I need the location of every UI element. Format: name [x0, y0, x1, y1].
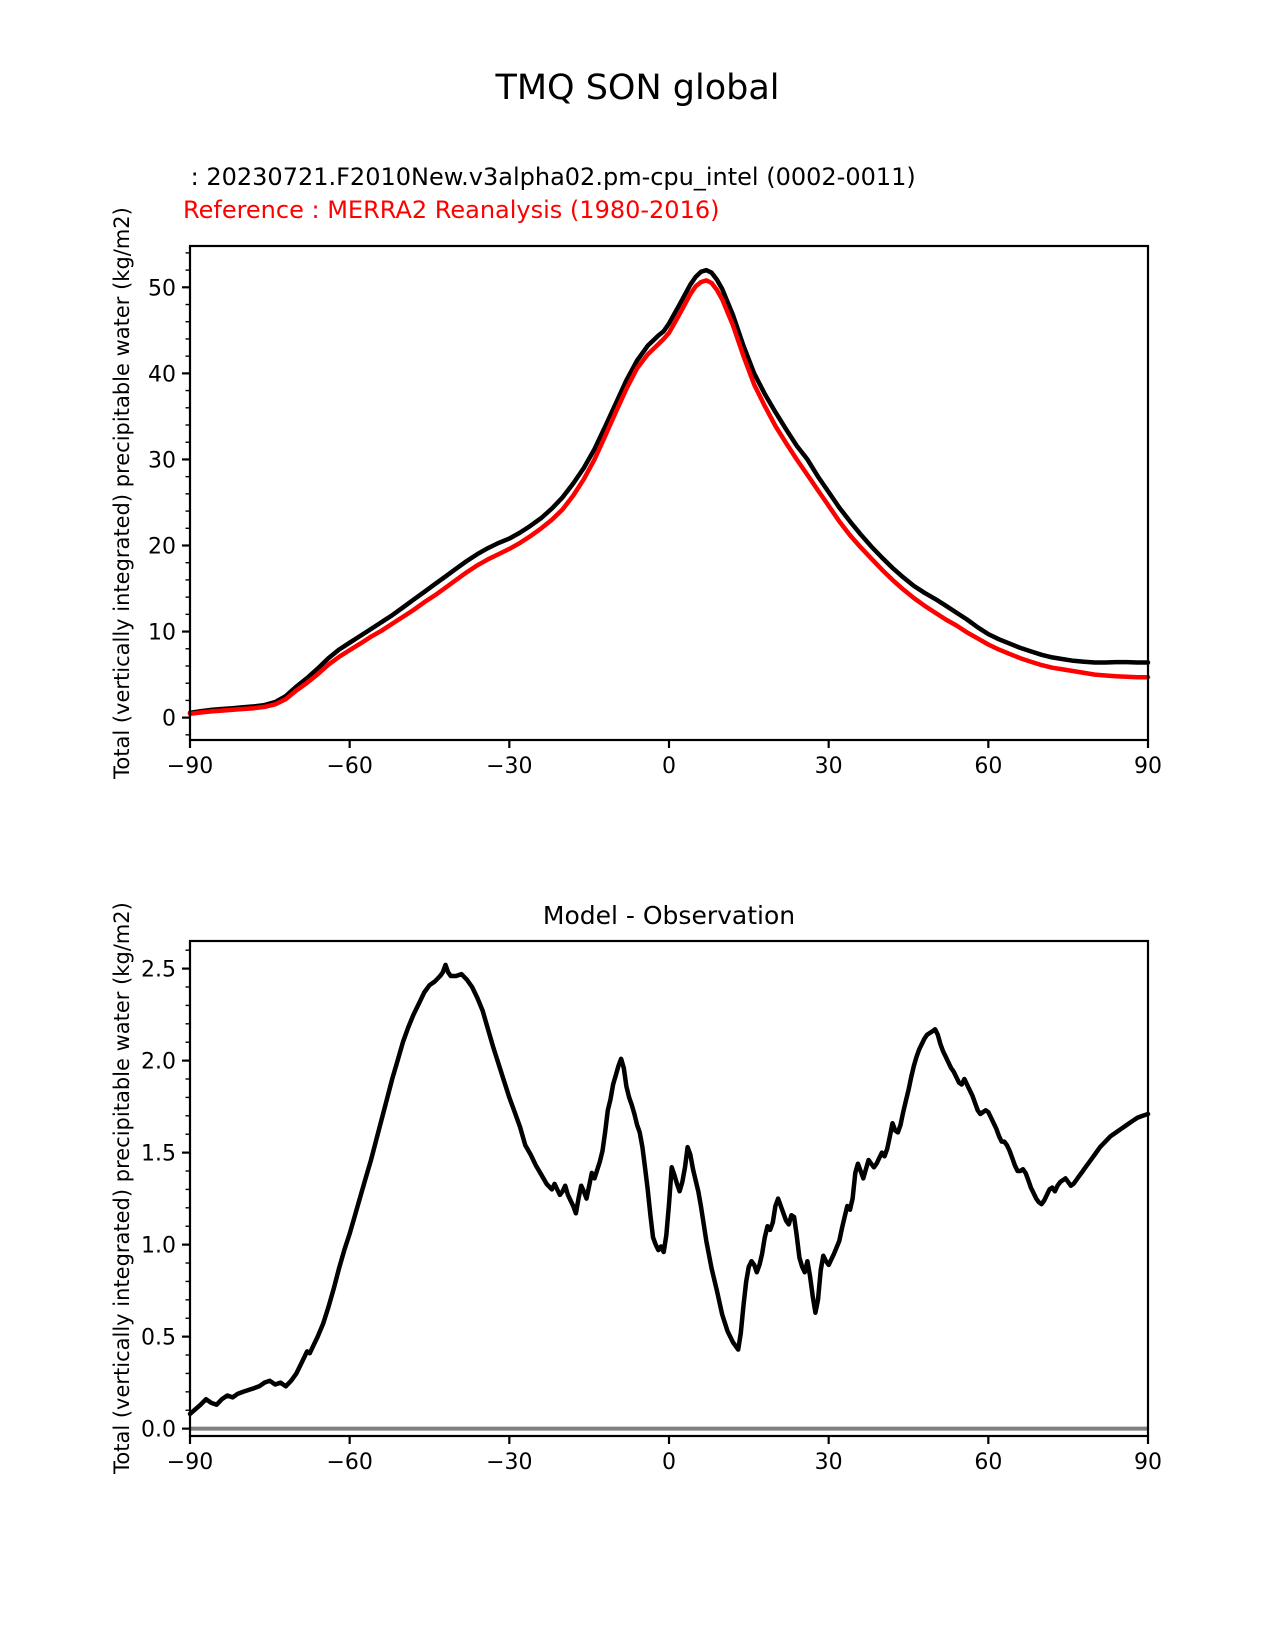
- difference-chart-x-tick-label: −60: [326, 1450, 373, 1475]
- reference-dataset-label: Reference : MERRA2 Reanalysis (1980-2016): [183, 196, 720, 224]
- top-chart-x-tick-label: 60: [974, 754, 1003, 779]
- model-run-label: : 20230721.F2010New.v3alpha02.pm-cpu_intel (0002-0011): [183, 163, 916, 191]
- top-chart-x-tick-label: 30: [814, 754, 843, 779]
- difference-chart-x-tick-label: −30: [486, 1450, 533, 1475]
- difference-chart-x-tick-label: 90: [1134, 1450, 1162, 1475]
- top-chart-y-tick-label: 50: [148, 276, 176, 302]
- top-chart-x-tick-label: 90: [1134, 754, 1162, 779]
- top-chart-y-tick-label: 10: [148, 620, 176, 646]
- top-chart-series-0-curve: [190, 270, 1148, 713]
- top-chart-y-tick-label: 0: [162, 706, 176, 732]
- difference-chart-x-tick-label: −90: [166, 1450, 214, 1475]
- difference-chart-y-tick-label: 1.0: [141, 1233, 176, 1259]
- top-chart-x-tick-label: −90: [166, 754, 214, 779]
- top-chart-x-tick-label: −60: [326, 754, 373, 779]
- figure-title: TMQ SON global: [495, 68, 780, 108]
- top-chart-series-1-curve: [190, 280, 1148, 713]
- top-chart-x-tick-label: −30: [486, 754, 533, 779]
- difference-chart-y-axis-label: Total (vertically integrated) precipitable water (kg/m2): [110, 902, 134, 1474]
- top-chart-x-tick-label: 0: [662, 754, 676, 779]
- top-chart-y-axis-label: Total (vertically integrated) precipitable water (kg/m2): [110, 207, 134, 779]
- difference-chart-x-tick-label: 30: [814, 1450, 843, 1475]
- difference-chart-y-tick-label: 0.0: [141, 1417, 176, 1443]
- difference-chart-series-0-curve: [190, 965, 1148, 1414]
- top-chart-y-tick-label: 20: [148, 534, 176, 560]
- difference-chart-x-tick-label: 0: [662, 1450, 676, 1475]
- top-chart-y-tick-label: 30: [148, 448, 176, 474]
- difference-chart-x-tick-label: 60: [974, 1450, 1003, 1475]
- top-chart-y-tick-label: 40: [148, 362, 176, 388]
- difference-chart-title: Model - Observation: [542, 901, 796, 930]
- difference-chart-y-tick-label: 0.5: [141, 1325, 176, 1351]
- difference-chart-y-tick-label: 1.5: [141, 1141, 176, 1167]
- difference-chart-y-tick-label: 2.0: [141, 1049, 176, 1075]
- difference-chart-y-tick-label: 2.5: [141, 957, 176, 983]
